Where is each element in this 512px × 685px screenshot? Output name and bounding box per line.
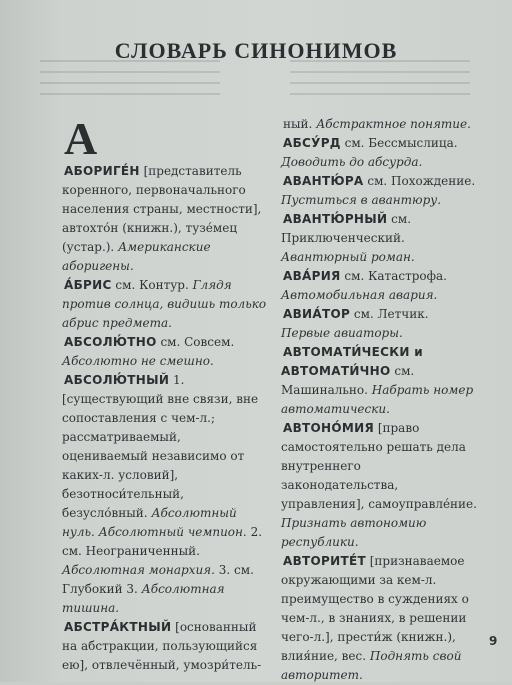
left-column <box>62 162 267 675</box>
entry-avtonomiya: АВТОНО́МИЯ [право самостоятельно решать дела внутреннего законодательства, управления], самоуправле́ние. Признать автономию республики. <box>281 421 477 549</box>
right-column <box>281 115 477 685</box>
facing-page-bleed-right <box>290 60 470 100</box>
entry-absurd: АБСУ́РД см. Бессмыслица. Доводить до абсурда. <box>281 136 458 169</box>
entry-abstraktnyi: АБСТРА́КТНЫЙ [основанный на абстракции, пользующийся ею], отвлечённый, умозри́тель- <box>62 620 262 672</box>
page-title: СЛОВАРЬ СИНОНИМОВ <box>114 38 398 63</box>
entry-absolyutnyi: АБСОЛЮ́ТНЫЙ 1. [существующий вне связи, вне сопоставления с чем-л.; рассматриваемый, оцениваемый независимо от каких-л. условий], безотноси́тельный, безусло́вный. Абсолютный нуль. Абсолютный чемпион. 2. см. Неограниченный. Абсолютная монархия. 3. см. Глубокий 3. Абсолютная тишина. <box>62 373 263 615</box>
entry-avantyurnyi: АВАНТЮ́РНЫЙ см. Приключенческий. Авантюрный роман. <box>281 212 415 264</box>
entry-avtomaticheski: АВТОМАТИ́ЧЕСКИ и АВТОМАТИ́ЧНО см. Машинально. Набрать номер автоматически. <box>281 345 474 416</box>
entry-abris: А́БРИС см. Контур. Глядя против солнца, видишь только абрис предмета. <box>62 278 267 330</box>
entry-aborigen: АБОРИГЕ́Н [представитель коренного, первоначального населения страны, местности], автохто́н (книжн.), тузе́мец (устар.). Американские аборигены. <box>62 164 262 273</box>
facing-page-bleed-left <box>40 60 220 100</box>
entry-avtoritet: АВТОРИТЕ́Т [признаваемое окружающими за кем-л. преимущество в суждениях о чем-л., в знаниях, в решении чего-л.], прести́ж (книжн.), влия́ние, вес. Поднять свой авторитет. <box>281 554 469 682</box>
entry-abstraktnyi-cont: ный. Абстрактное понятие. <box>283 117 471 131</box>
entry-absolyutno: АБСОЛЮ́ТНО см. Совсем. Абсолютно не смешно. <box>62 335 235 368</box>
entry-avariya: АВА́РИЯ см. Катастрофа. Автомобильная авария. <box>281 269 447 302</box>
page-number: 9 <box>489 634 498 648</box>
entry-avantyura: АВАНТЮ́РА см. Похождение. Пуститься в авантюру. <box>281 174 476 207</box>
entry-aviator: АВИА́ТОР см. Летчик. Первые авиаторы. <box>281 307 429 340</box>
section-letter: А <box>64 113 98 164</box>
